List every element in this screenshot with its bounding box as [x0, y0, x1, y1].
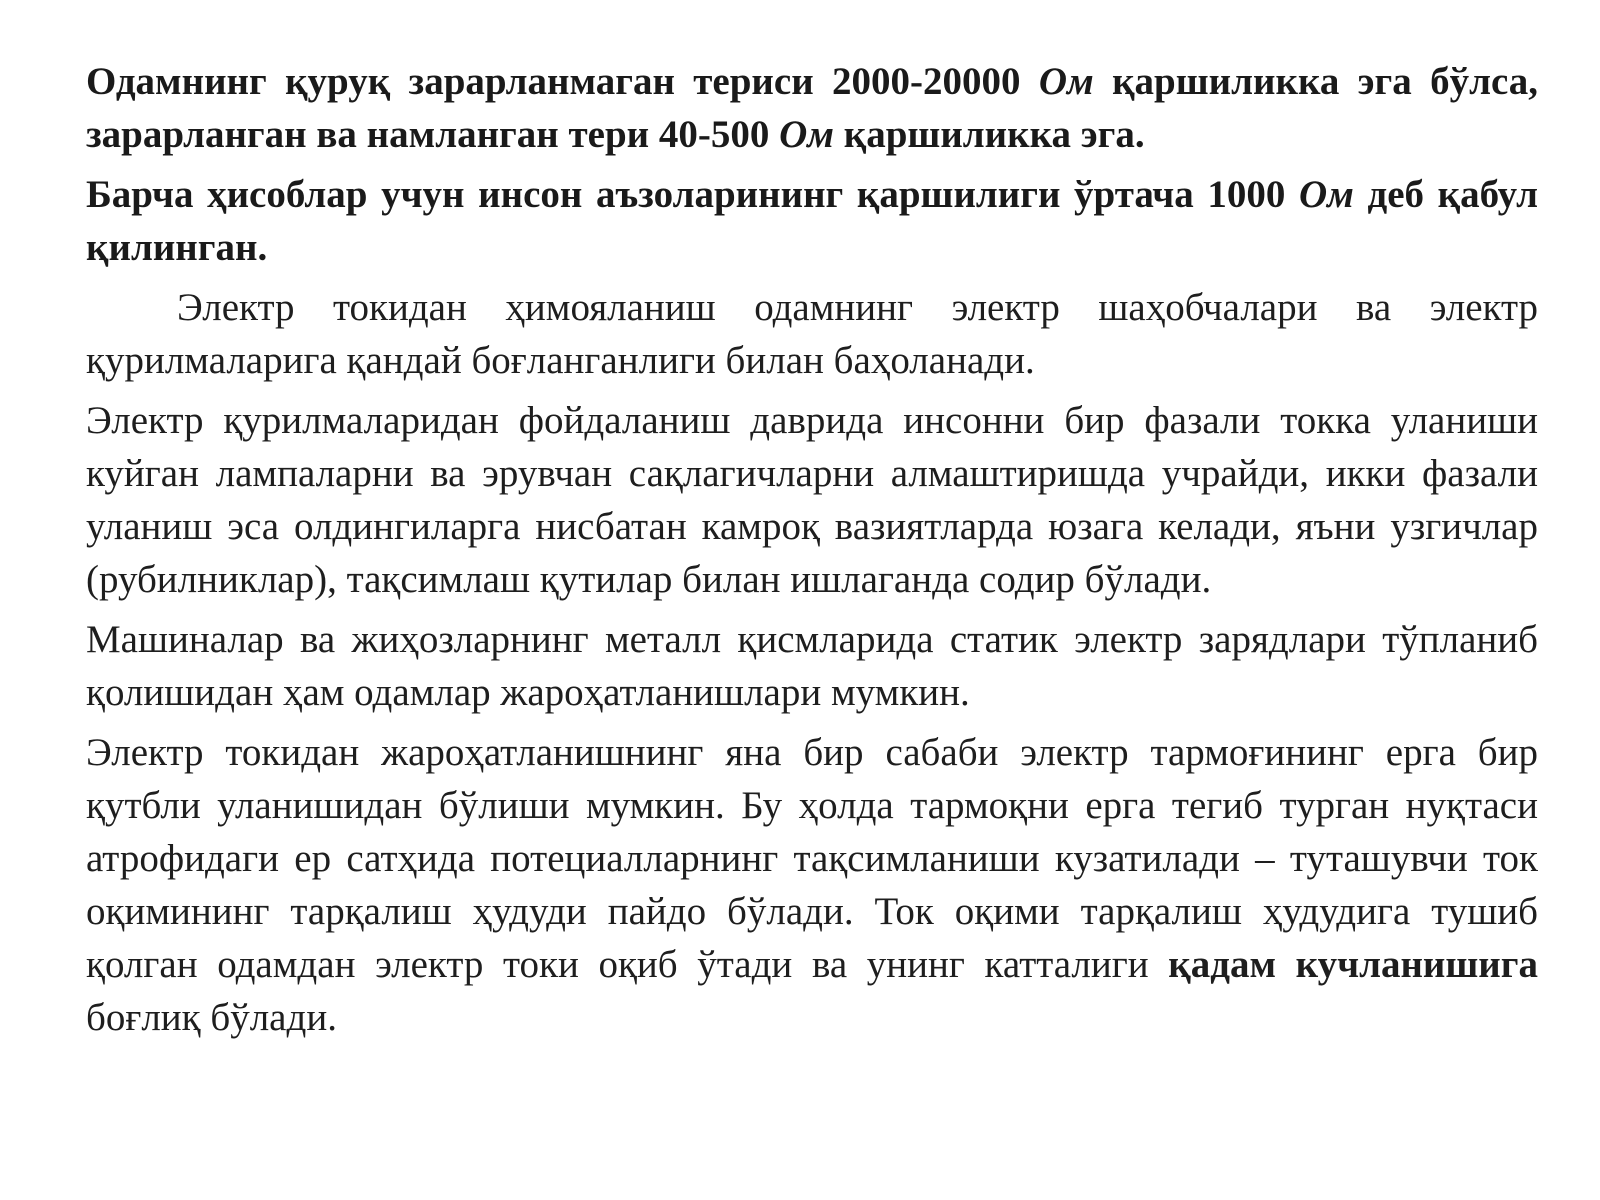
- skin-resistance-text-3: қаршиликка эга.: [834, 113, 1145, 156]
- ground-fault-text-1: Электр токидан жароҳатланишнинг яна бир сабаби электр тармоғининг ерга бир қутбли уланишидан бўлиши мумкин. Бу ҳолда тармоқни ерга тегиб турган нуқтаси атрофидаги ер сатҳида потециалларнинг тақсимланиши кузатилади – туташувчи ток оқимининг тарқалиш ҳудуди пайдо бўлади. Ток оқими тарқалиш ҳудудига тушиб қолган одамдан электр токи оқиб ўтади ва унинг катталиги: [86, 731, 1538, 986]
- paragraph-average-resistance: [86, 168, 1538, 274]
- paragraph-skin-resistance: [86, 55, 1538, 161]
- document-page: [86, 55, 1538, 1044]
- paragraph-ground-fault: [86, 726, 1538, 1044]
- paragraph-phase-connection: Электр қурилмаларидан фойдаланиш даврида инсонни бир фазали токка уланиши куйган лампаларни ва эрувчан сақлагичларни алмаштиришда учрайди, икки фазали уланиш эса олдингиларга нисбатан камроқ вазиятларда юзага келади, яъни узгичлар (рубилниклар), тақсимлаш қутилар билан ишлаганда содир бўлади.: [86, 399, 1538, 601]
- ohm-unit-2: Ом: [779, 113, 834, 156]
- ground-fault-text-2: боғлиқ бўлади.: [86, 996, 337, 1039]
- paragraph-static-charge: Машиналар ва жиҳозларнинг металл қисмларида статик электр зарядлари тўпланиб қолишидан ҳам одамлар жароҳатланишлари мумкин.: [86, 618, 1538, 714]
- ohm-unit-1: Ом: [1038, 60, 1094, 103]
- ohm-unit-3: Ом: [1298, 173, 1354, 216]
- average-resistance-text-2: деб қабул қилинган.: [86, 173, 1538, 269]
- skin-resistance-text-1: Одамнинг қуруқ зарарланмаган териси 2000-20000: [86, 60, 1039, 103]
- step-voltage-term: қадам кучланишига: [1168, 943, 1538, 986]
- average-resistance-text-1: Барча ҳисоблар учун инсон аъзоларининг қаршилиги ўртача 1000: [86, 173, 1299, 216]
- paragraph-protection: Электр токидан ҳимояланиш одамнинг электр шаҳобчалари ва электр қурилмаларига қандай боғланганлиги билан баҳоланади.: [86, 286, 1538, 382]
- skin-resistance-text-2: қаршиликка эга бўлса, зарарланган ва намланган тери 40-500: [86, 60, 1538, 156]
